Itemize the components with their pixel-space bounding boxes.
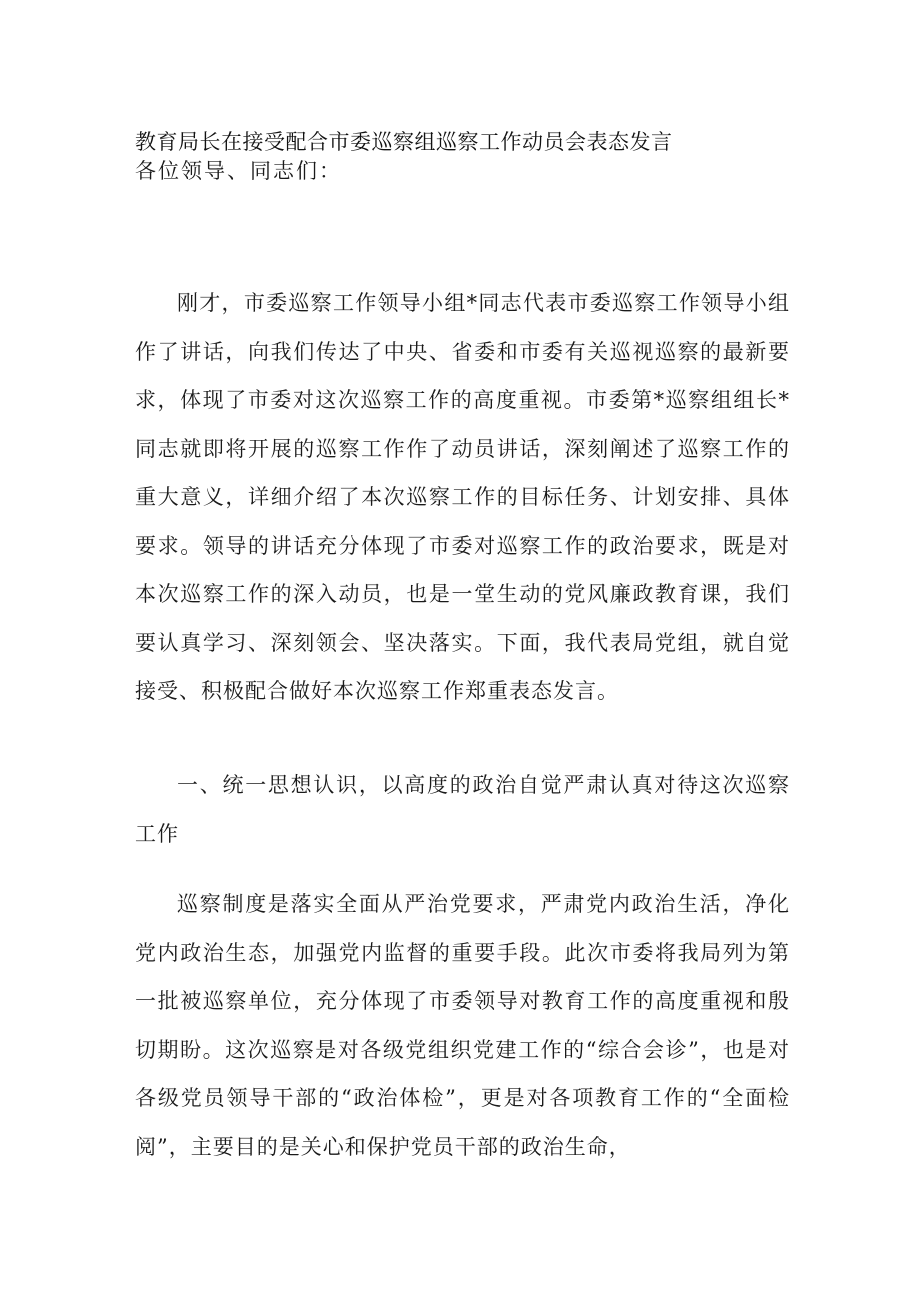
salutation: 各位领导、同志们： xyxy=(135,159,342,183)
document-title: 教育局长在接受配合市委巡察组巡察工作动员会表态发言 xyxy=(135,130,673,154)
paragraph-intro: 刚才，市委巡察工作领导小组*同志代表市委巡察工作领导小组作了讲话，向我们传达了中央、省委和市委有关巡视巡察的最新要求，体现了市委对这次巡察工作的高度重视。市委第*巡察组组长*同志就即将开展的巡察工作作了动员讲话，深刻阐述了巡察工作的重大意义，详细介绍了本次巡察工作的目标任务、计划安排、具体要求。领导的讲话充分体现了市委对巡察工作的政治要求，既是对本次巡察工作的深入动员，也是一堂生动的党风廉政教育课，我们要认真学习、深刻领会、坚决落实。下面，我代表局党组，就自觉接受、积极配合做好本次巡察工作郑重表态发言。 xyxy=(135,291,790,703)
paragraph-section-1: 巡察制度是落实全面从严治党要求，严肃党内政治生活，净化党内政治生态，加强党内监督的重要手段。此次市委将我局列为第一批被巡察单位，充分体现了市委领导对教育工作的高度重视和殷切期盼。这次巡察是对各级党组织党建工作的“综合会诊”，也是对各级党员领导干部的“政治体检”，更是对各项教育工作的“全面检阅”，主要目的是关心和保护党员干部的政治生命， xyxy=(135,892,790,1159)
section-heading-1: 一、统一思想认识，以高度的政治自觉严肃认真对待这次巡察工作 xyxy=(135,773,790,846)
